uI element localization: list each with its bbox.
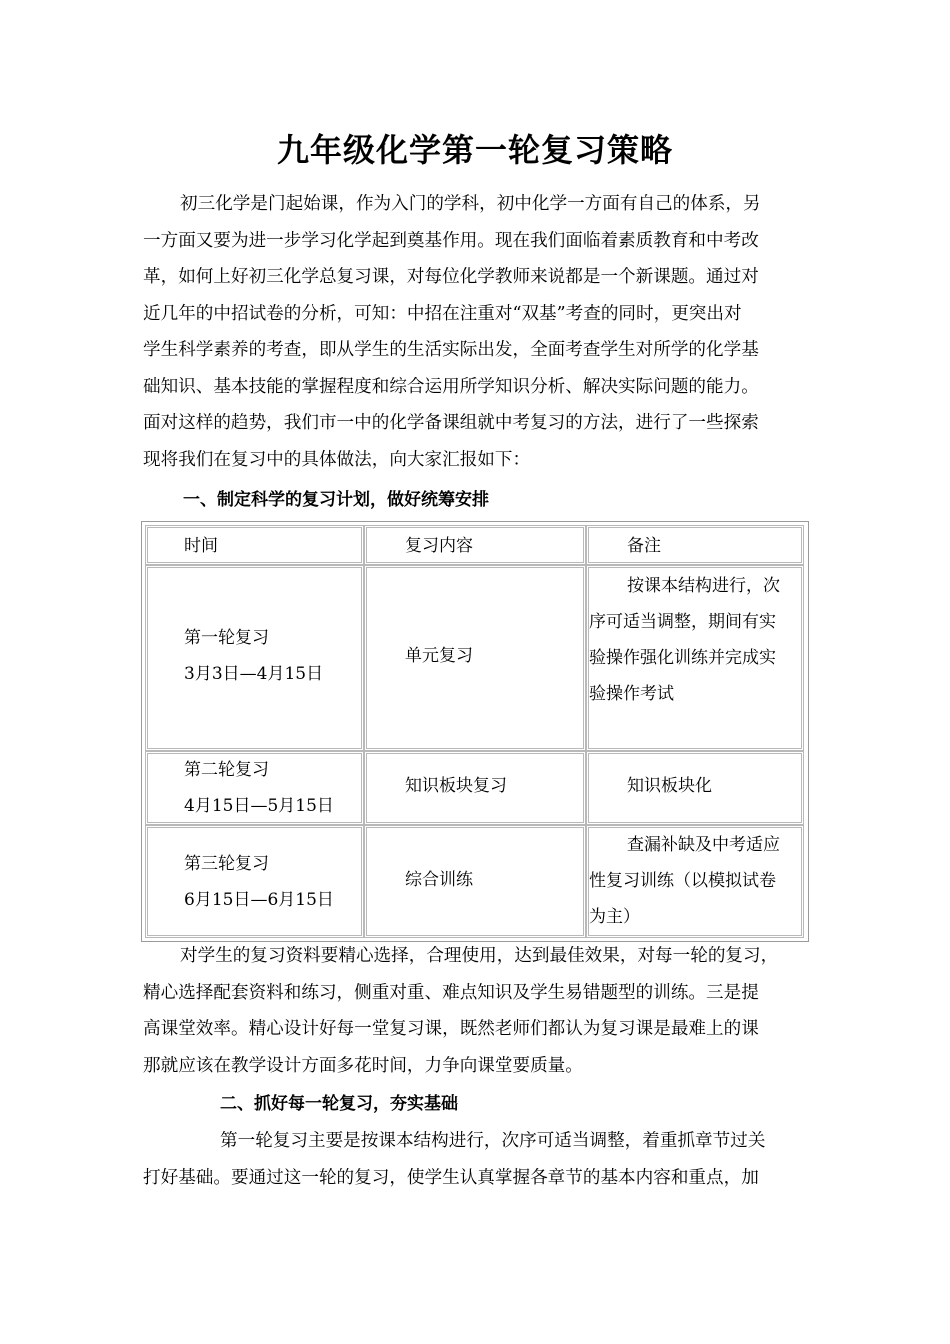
review-schedule-table [141, 521, 809, 942]
row-content-text: 单元复习 [405, 646, 473, 666]
table-row-2-content [364, 751, 586, 825]
table-header-cell [145, 525, 364, 565]
intro-line: 面对这样的趋势，我们市一中的化学备课组就中考复习的方法，进行了一些探索 [143, 413, 759, 433]
table-row-3-note [586, 825, 804, 938]
row-content-text: 综合训练 [405, 870, 473, 890]
intro-line: 础知识、基本技能的掌握程度和综合运用所学知识分析、解决实际问题的能力。 [143, 376, 759, 397]
row-note-text: 按课本结构进行，次 序可适当调整，期间有实 验操作强化训练并完成实 验操作考试 [589, 576, 780, 704]
paragraph-line: 第一轮复习主要是按课本结构进行，次序可适当调整，着重抓章节过关 [220, 1131, 766, 1151]
paragraph-2 [143, 938, 808, 1084]
row-time-text: 第三轮复习 6月15日—6月15日 [184, 854, 334, 910]
table-row-2-time [145, 751, 364, 825]
row-note-text: 知识板块化 [627, 776, 712, 796]
paragraph-line: 那就应该在教学设计方面多花时间，力争向课堂要质量。 [143, 1055, 583, 1076]
table-header-cell [586, 525, 804, 565]
section-heading-1: 一、制定科学的复习计划，做好统筹安排 [183, 490, 489, 510]
paragraph-line: 精心选择配套资料和练习，侧重对重、难点知识及学生易错题型的训练。三是提 [143, 982, 759, 1003]
document-title: 九年级化学第一轮复习策略 [276, 131, 673, 169]
table-row-3-content [364, 825, 586, 938]
paragraph-line: 对学生的复习资料要精心选择，合理使用，达到最佳效果，对每一轮的复习， [180, 946, 779, 966]
table-row-2-note [586, 751, 804, 825]
row-time-text: 第二轮复习 4月15日—5月15日 [184, 760, 334, 816]
intro-paragraph [143, 186, 808, 478]
paragraph-line: 高课堂效率。精心设计好每一堂复习课，既然老师们都认为复习课是最难上的课 [143, 1019, 759, 1039]
table-row-1-content [364, 565, 586, 751]
intro-line: 学生科学素养的考查，即从学生的生活实际出发，全面考查学生对所学的化学基 [143, 340, 759, 360]
table-row-1-time [145, 565, 364, 751]
header-content: 复习内容 [405, 536, 473, 556]
section-heading-2: 二、抓好每一轮复习，夯实基础 [220, 1094, 458, 1114]
row-note-text: 查漏补缺及中考适应 性复习训练（以模拟试卷 为主） [589, 835, 780, 927]
intro-line: 一方面又要为进一步学习化学起到奠基作用。现在我们面临着素质教育和中考改 [143, 230, 759, 251]
row-content-text: 知识板块复习 [405, 776, 507, 796]
table-row-1-note [586, 565, 804, 751]
header-note: 备注 [627, 536, 661, 556]
intro-line: 初三化学是门起始课，作为入门的学科，初中化学一方面有自己的体系，另 [180, 194, 761, 214]
intro-line: 革，如何上好初三化学总复习课，对每位化学教师来说都是一个新课题。通过对 [143, 267, 759, 287]
paragraph-3 [143, 1123, 808, 1196]
intro-line: 现将我们在复习中的具体做法，向大家汇报如下： [143, 449, 531, 470]
intro-line: 近几年的中招试卷的分析，可知：中招在注重对“双基”考查的同时，更突出对 [143, 303, 742, 324]
paragraph-line: 打好基础。要通过这一轮的复习，使学生认真掌握各章节的基本内容和重点，加 [143, 1167, 759, 1188]
table-row-3-time [145, 825, 364, 938]
row-time-text: 第一轮复习 3月3日—4月15日 [184, 628, 324, 684]
table-header-cell [364, 525, 586, 565]
header-time: 时间 [184, 536, 218, 556]
